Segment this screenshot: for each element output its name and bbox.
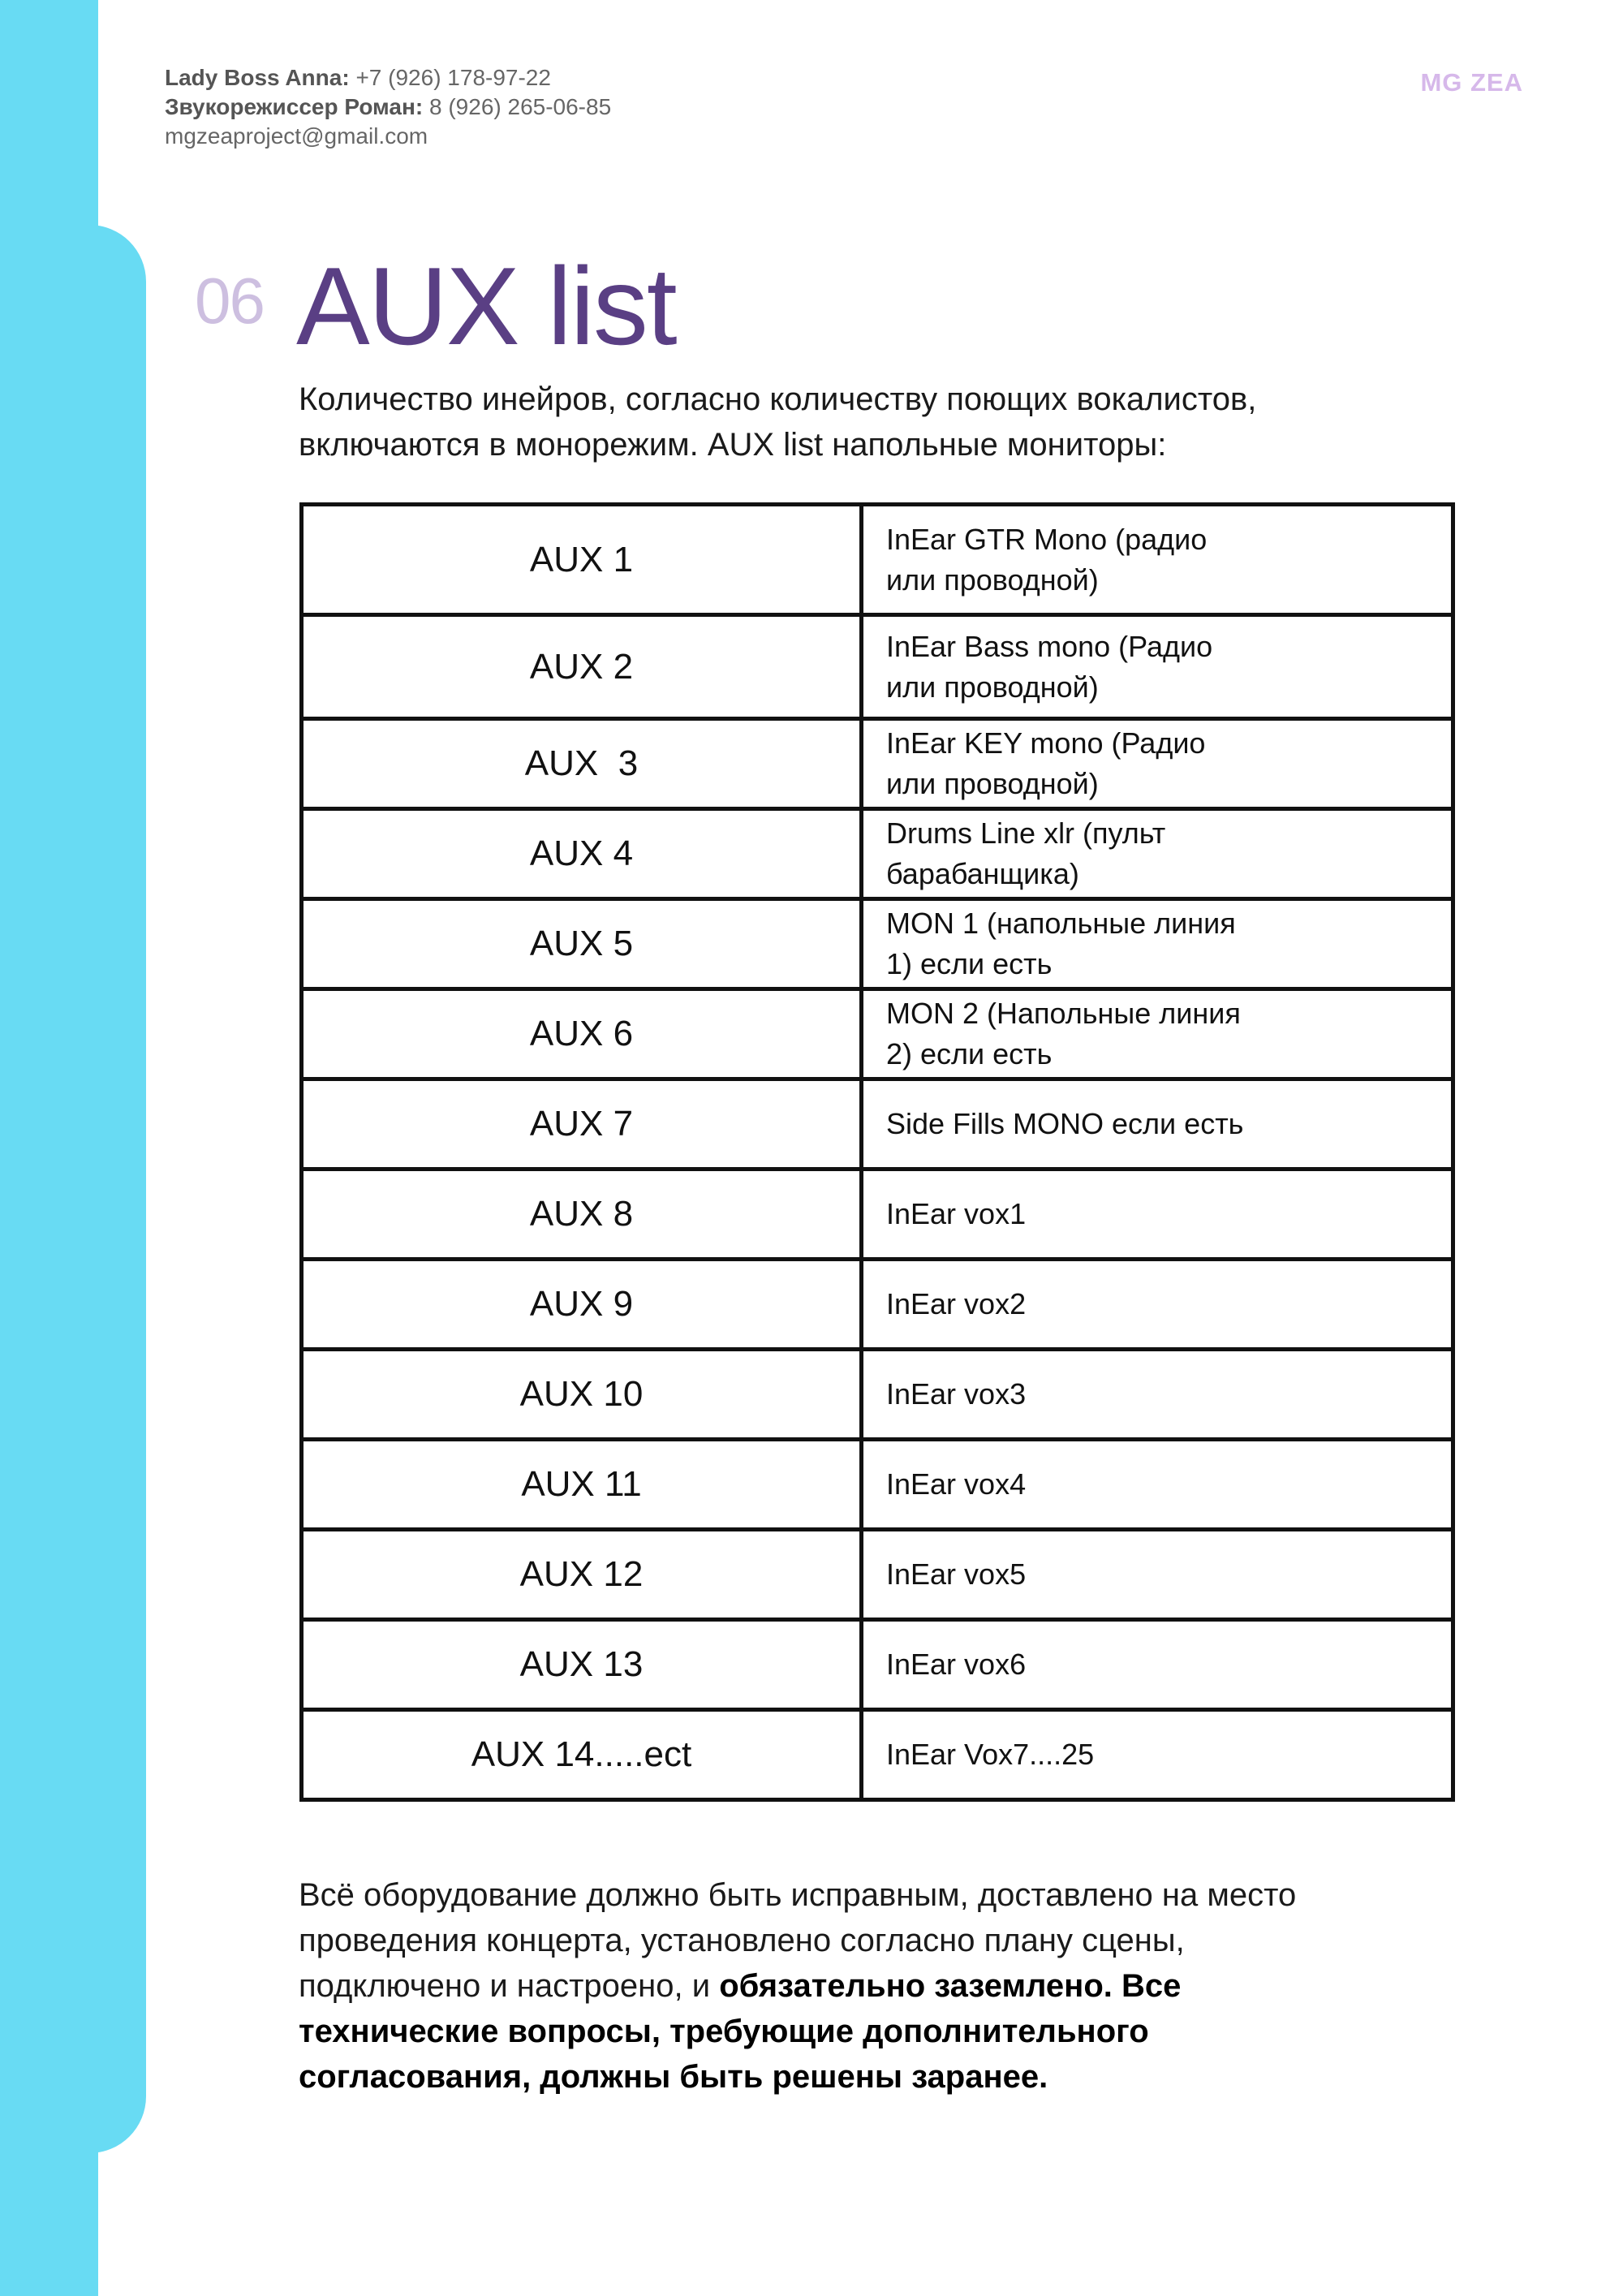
desc-line: InEar GTR Mono (радио: [886, 522, 1208, 556]
contact-phone: +7 (926) 178-97-22: [355, 65, 551, 90]
footer-emphasis: технические вопросы, требующие дополнительного: [299, 2014, 1149, 2049]
footer-line: проведения концерта, установлено согласно плану сцены,: [299, 1923, 1185, 1958]
table-row: [302, 1530, 1453, 1620]
desc-line: MON 1 (напольные линия: [886, 907, 1236, 940]
footer-emphasis: обязательно заземлено. Все: [719, 1968, 1182, 2004]
aux-name-cell: AUX 1: [302, 505, 862, 615]
section-number: 06: [195, 265, 264, 337]
aux-name-cell: AUX 5: [302, 899, 862, 989]
desc-line: барабанщика): [886, 857, 1079, 890]
aux-desc-cell: [862, 615, 1453, 719]
aux-desc-cell: [862, 809, 1453, 899]
contact-line-roman: [165, 93, 611, 122]
aux-desc-cell: InEar vox4: [862, 1440, 1453, 1530]
table-row: [302, 989, 1453, 1079]
aux-desc-cell: Side Fills MONO если есть: [862, 1079, 1453, 1170]
desc-line: или проводной): [886, 562, 1099, 597]
aux-name-cell: AUX 12: [302, 1530, 862, 1620]
desc-line: или проводной): [886, 670, 1099, 704]
table-row: [302, 1710, 1453, 1800]
contact-block: [165, 63, 611, 151]
desc-line: InEar Bass mono (Радио: [886, 629, 1213, 663]
table-row: [302, 505, 1453, 615]
footer-line: Всё оборудование должно быть исправным, доставлено на место: [299, 1877, 1297, 1913]
aux-desc-cell: InEar vox6: [862, 1620, 1453, 1710]
contact-line-anna: [165, 63, 611, 93]
aux-name-cell: AUX 14.....ect: [302, 1710, 862, 1800]
footer-text: подключено и настроено, и: [299, 1968, 720, 2004]
table-row: [302, 809, 1453, 899]
page-title: AUX list: [296, 244, 676, 368]
aux-desc-cell: InEar vox2: [862, 1260, 1453, 1350]
aux-desc-cell: [862, 899, 1453, 989]
aux-name-cell: AUX 9: [302, 1260, 862, 1350]
aux-desc-cell: InEar vox1: [862, 1170, 1453, 1260]
contact-label: Звукорежиссер Роман:: [165, 94, 424, 119]
aux-name-cell: AUX 6: [302, 989, 862, 1079]
table-row: [302, 719, 1453, 809]
footer-emphasis: согласования, должны быть решены заранее.: [299, 2059, 1048, 2095]
desc-line: InEar KEY mono (Радио: [886, 726, 1206, 760]
desc-line: или проводной): [886, 767, 1099, 800]
desc-line: 2) если есть: [886, 1037, 1053, 1070]
footer-line: [299, 1963, 1467, 2009]
aux-name-cell: AUX 2: [302, 615, 862, 719]
desc-line: Drums Line xlr (пульт: [886, 816, 1166, 850]
aux-name-cell: AUX 13: [302, 1620, 862, 1710]
aux-name-cell: AUX 4: [302, 809, 862, 899]
table-row: [302, 1260, 1453, 1350]
footer-line: [299, 2009, 1467, 2054]
sidebar-tab: [49, 225, 146, 2153]
footer-line: [299, 2054, 1467, 2100]
desc-line: MON 2 (Напольные линия: [886, 997, 1241, 1030]
contact-phone: 8 (926) 265-06-85: [429, 94, 612, 119]
contact-email: mgzeaproject@gmail.com: [165, 123, 428, 149]
table-row: [302, 615, 1453, 719]
aux-table: [299, 502, 1455, 1802]
table-row: [302, 1620, 1453, 1710]
aux-desc-cell: [862, 505, 1453, 615]
aux-name-cell: AUX 3: [302, 719, 862, 809]
footer-note: [299, 1872, 1467, 2100]
table-row: [302, 1440, 1453, 1530]
aux-desc-cell: InEar Vox7....25: [862, 1710, 1453, 1800]
aux-desc-cell: InEar vox5: [862, 1530, 1453, 1620]
intro-line: Количество инейров, согласно количеству поющих вокалистов,: [299, 381, 1257, 417]
intro-paragraph: [299, 377, 1516, 467]
aux-desc-cell: [862, 719, 1453, 809]
contact-label: Lady Boss Anna:: [165, 65, 350, 90]
aux-desc-cell: InEar vox3: [862, 1350, 1453, 1440]
aux-name-cell: AUX 7: [302, 1079, 862, 1170]
table-row: [302, 1079, 1453, 1170]
intro-line: включаются в монорежим. AUX list напольные мониторы:: [299, 427, 1167, 463]
table-row: [302, 899, 1453, 989]
aux-name-cell: AUX 10: [302, 1350, 862, 1440]
brand-logo-text: MG ZEA: [1420, 68, 1523, 97]
aux-name-cell: AUX 8: [302, 1170, 862, 1260]
desc-line: 1) если есть: [886, 947, 1053, 980]
aux-name-cell: AUX 11: [302, 1440, 862, 1530]
aux-desc-cell: [862, 989, 1453, 1079]
table-row: [302, 1350, 1453, 1440]
table-row: [302, 1170, 1453, 1260]
